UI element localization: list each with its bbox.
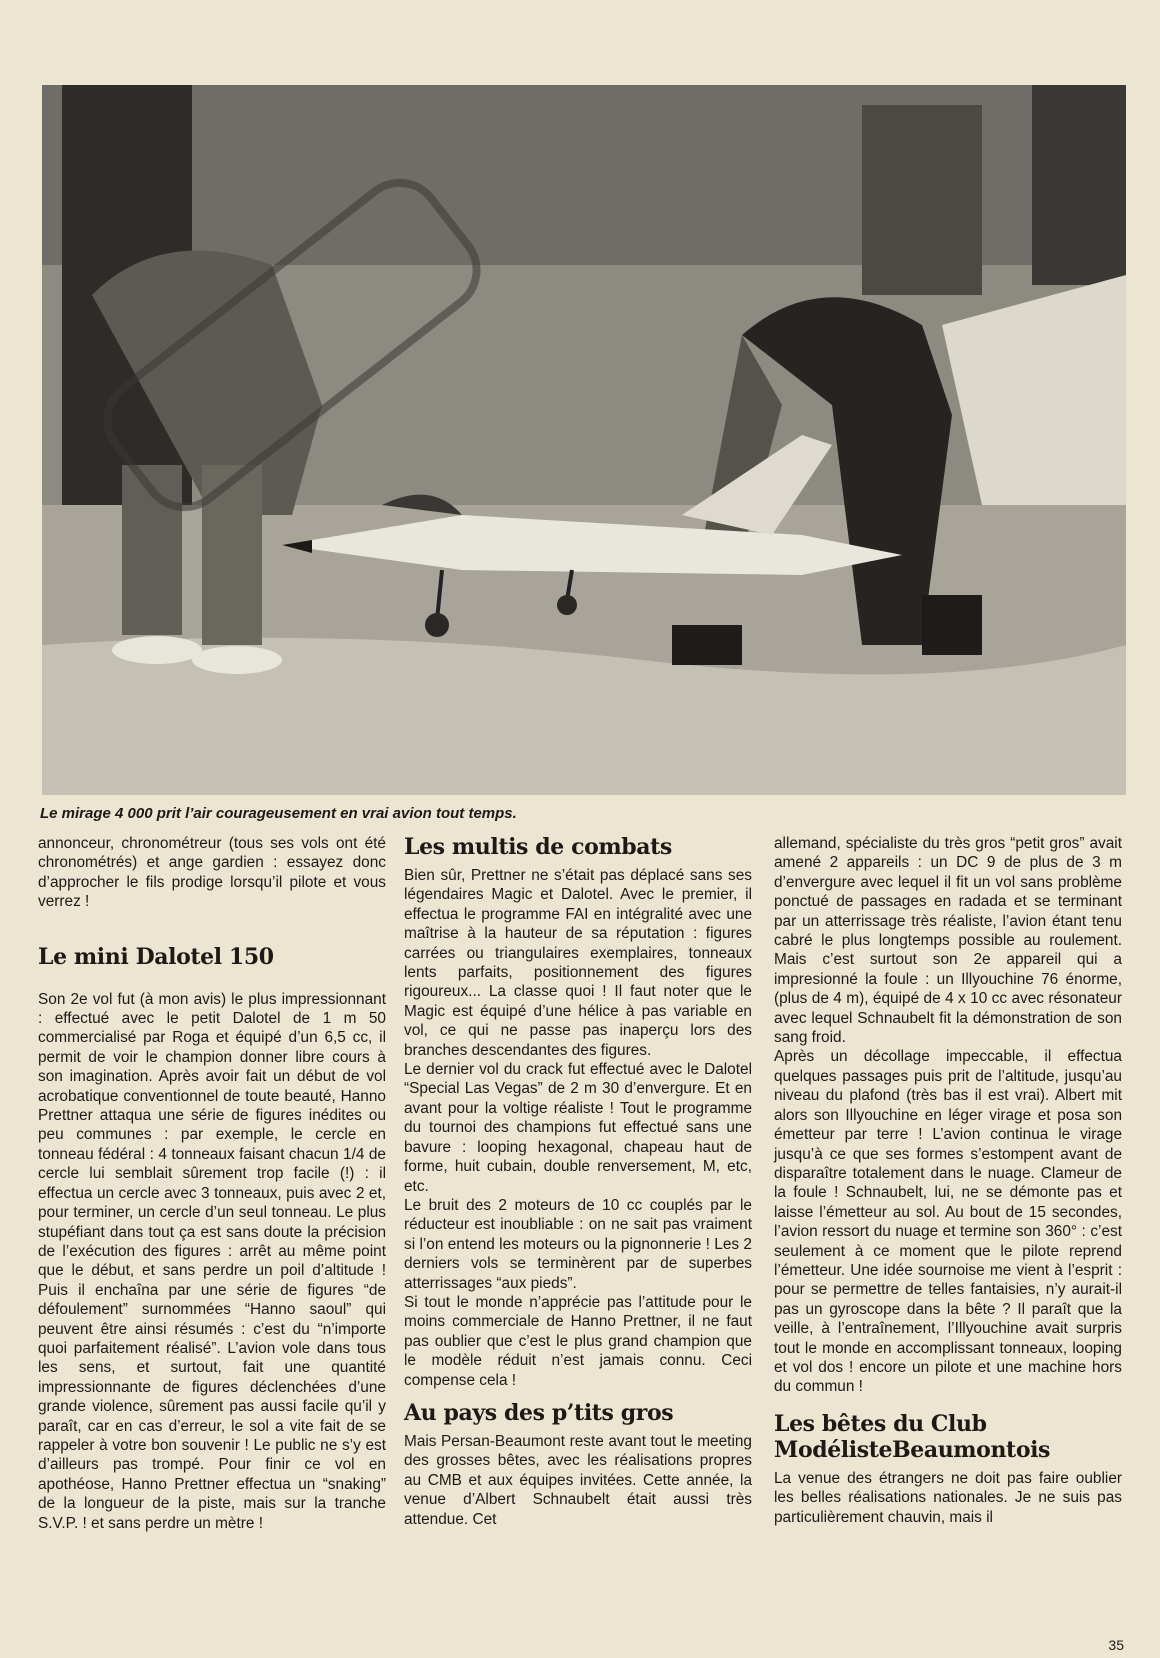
paragraph: La venue des étrangers ne doit pas faire oublier les belles réalisations nationales. Je ne suis pas particulièrement chauvin, mais il bbox=[774, 1469, 1122, 1526]
section-heading-ptits-gros: Au pays des p’tits gros bbox=[404, 1399, 674, 1426]
text-column-1 bbox=[38, 834, 386, 1533]
photo-caption: Le mirage 4 000 prit l’air courageusement en vrai avion tout temps. bbox=[40, 805, 517, 822]
text-column-2 bbox=[404, 834, 752, 1529]
section-heading-betes-club: Les bêtes du Club ModélisteBeaumontois bbox=[774, 1410, 1051, 1463]
photo-illustration bbox=[42, 85, 1126, 795]
paragraph: allemand, spécialiste du très gros “petit gros” avait amené 2 appareils : un DC 9 de plus de 3 m d’envergure avec lequel il fit un vol sans problème ponctué de passages en radada et se terminant par un atterrissage très réaliste, l’avion étant tenu cabré le plus longtemps possible au roulement. Mais c’est surtout son 2e appareil qui a impresionné la foule : un Illyouchine 76 énorme, (plus de 4 m), équipé de 4 x 10 cc avec résonateur avec lequel Schnaubelt fit la démonstration de son sang froid. bbox=[774, 835, 1122, 1047]
paragraph: Si tout le monde n’apprécie pas l’attitude pour le moins commerciale de Hanno Prettner, il ne faut pas oublier que c’est le plus grand champion que le modèle réduit n’est jamais connu. Ceci compense cela ! bbox=[404, 1293, 752, 1389]
paragraph: Le bruit des 2 moteurs de 10 cc couplés par le réducteur est inoubliable : on ne sait pas vraiment si l’on entend les moteurs ou la pignonnerie ! Les 2 derniers vols se terminèrent par de superbes atterrissages “aux pieds”. bbox=[404, 1196, 752, 1292]
paragraph: Mais Persan-Beaumont reste avant tout le meeting des grosses bêtes, avec les réalisations propres au CMB et aux équipes invitées. Cette année, la venue d’Albert Schnaubelt était aussi très attendue. Cet bbox=[404, 1432, 752, 1528]
section-heading-mini-dalotel: Le mini Dalotel 150 bbox=[38, 943, 274, 970]
paragraph: Le dernier vol du crack fut effectué avec le Dalotel “Special Las Vegas” de 2 m 30 d’envergure. Et en avant pour la voltige réaliste ! Tout le programme du tournoi des champions fut effectué sans une bavure : looping hexagonal, chapeau haut de forme, huit cubain, double renversement, M, etc, etc. bbox=[404, 1061, 752, 1195]
section-heading-multis: Les multis de combats bbox=[404, 834, 672, 860]
paragraph: Bien sûr, Prettner ne s’était pas déplacé sans ses légendaires Magic et Dalotel. Avec le premier, il effectua le programme FAI en intégralité avec une maîtrise à la hauteur de sa réputation : figures carrées ou triangulaires exemplaires, tonneaux lents parfaits, positionnement des figures rigoureux... La classe quoi ! Il faut noter que le Magic est équipé d’une hélice à pas variable en vol, ce qui ne passe pas inaperçu lors des branches descendantes des figures. bbox=[404, 867, 752, 1059]
paragraph: annonceur, chronométreur (tous ses vols ont été chronométrés) et ange gardien : essayez donc d’approcher le fils prodige lorsqu’il pilote et vous verrez ! bbox=[38, 835, 386, 911]
text-column-3 bbox=[774, 834, 1122, 1527]
paragraph: Son 2e vol fut (à mon avis) le plus impressionnant : effectué avec le petit Dalotel de 1 m 50 commercialisé par Roga et équipé d’un 6,5 cc, il permit de voir le champion donner libre cours à son imagination. Après avoir fait un début de vol acrobatique conventionnel de toute beauté, Hanno Prettner attaqua une série de figures inédites ou peu communes : par exemple, le cercle en tonneau fédéral : 4 tonneaux faisant chacun 1/4 de cercle lui semblait sûrement trop facile (!) : il effectua un cercle avec 3 tonneaux, puis avec 2 et, pour terminer, un cercle d’un seul tonneau. Le plus stupéfiant dans tout ça est sans doute la précision de l’exécution des figures : arrêt au même point que le début, et sans perdre un poil d’altitude ! Puis il enchaîna par une série de figures “de défoulement” surnommées “Hanno saoul” qui peuvent être ainsi résumés : c’est du “n’importe quoi parfaitement réalisé”. L’avion vole dans tous les sens, et surtout, fait une quantité impressionnante de figures déclenchées d’une grande violence, sûrement pas aussi facile qu’il y paraît, car en cas d’erreur, le sol a vite fait de se rappeler à votre bon souvenir ! Le public ne s’y est d’ailleurs pas trompé. Pour finir ce vol en apothéose, Hanno Prettner effectua un “snaking” de la longueur de la piste, mais sur la tranche S.V.P. ! et sans perdre un mètre ! bbox=[38, 990, 386, 1532]
article-photo bbox=[42, 85, 1126, 795]
paragraph: Après un décollage impeccable, il effectua quelques passages puis prit de l’altitude, jusqu’au niveau du plafond (très bas il est vrai). Albert mit alors son Illyouchine en léger virage et posa son émetteur par terre ! L’avion continua le virage jusqu’à ce que ses formes s’estompent avant de disparaître totalement dans le nuage. Clameur de la foule ! Schnaubelt, lui, ne se démonte pas et laisse l’émetteur au sol. Au bout de 15 secondes, l’avion ressort du nuage et termine son 360° : c’est seulement à ce moment que le pilote reprend l’émetteur. Une idée sournoise me vient à l’esprit : pour se permettre de telles fantaisies, n’y aurait-il pas un gyroscope dans la bête ? Il paraît que la veille, à l’entraînement, l’Illyouchine avait surpris tout le monde en accomplissant tonneaux, looping et vol dos ! encore un pilote et une machine hors du commun ! bbox=[774, 1048, 1122, 1396]
page-number: 35 bbox=[1108, 1637, 1124, 1653]
